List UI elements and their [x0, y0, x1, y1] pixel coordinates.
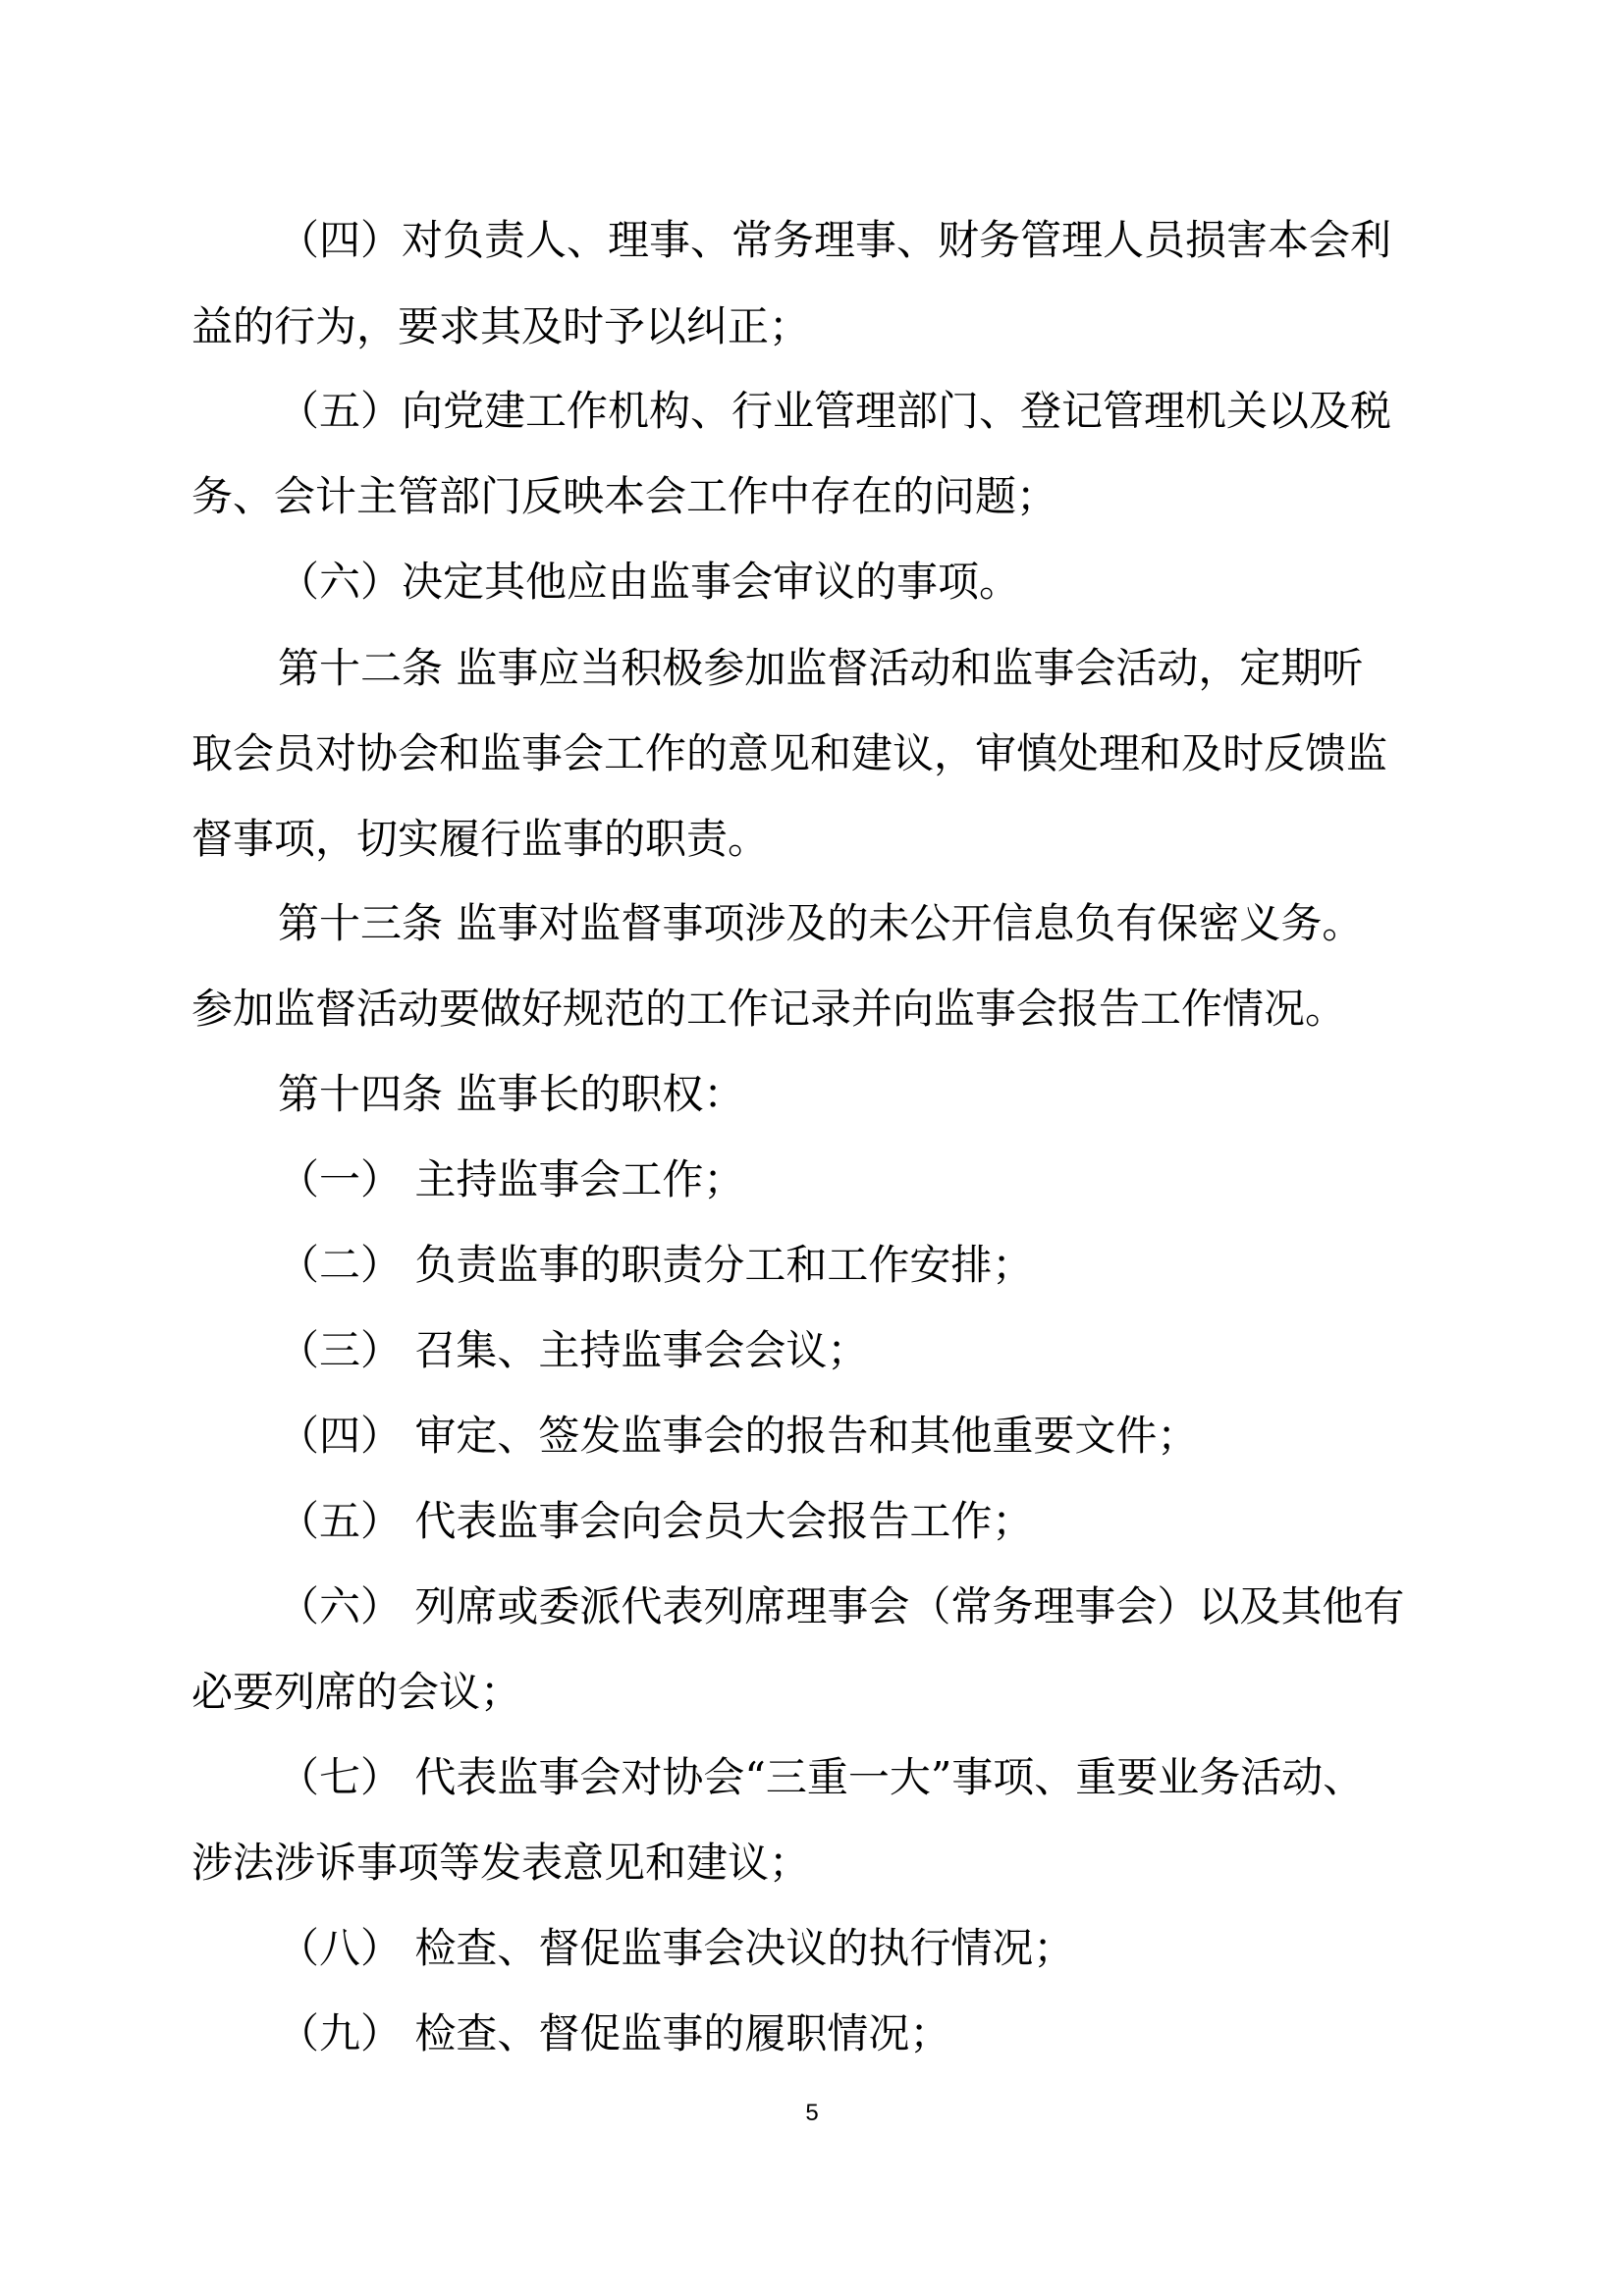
text-line: （六） 列席或委派代表列席理事会（常务理事会）以及其他有 [278, 1582, 1405, 1630]
text-line: （六）决定其他应由监事会审议的事项。 [278, 558, 1021, 606]
text-line: （二） 负责监事的职责分工和工作安排； [278, 1241, 1034, 1289]
text-line: （四） 审定、签发监事会的报告和其他重要文件； [278, 1412, 1199, 1460]
text-line: 必要列席的会议； [191, 1668, 522, 1716]
text-line: 督事项，切实履行监事的职责。 [191, 815, 770, 863]
text-line: （九） 检查、督促监事的履职情况； [278, 2009, 951, 2057]
text-line: 务、会计主管部门反映本会工作中存在的问题； [191, 472, 1058, 520]
text-line: （五） 代表监事会向会员大会报告工作； [278, 1497, 1034, 1545]
text-line: 第十二条 监事应当积极参加监督活动和监事会活动，定期听 [278, 644, 1364, 692]
text-line: （七） 代表监事会对协会“三重一大”事项、重要业务活动、 [278, 1753, 1365, 1801]
page-number: 5 [805, 2100, 819, 2126]
text-line: 参加监督活动要做好规范的工作记录并向监事会报告工作情况。 [191, 985, 1347, 1033]
text-line: （八） 检查、督促监事会决议的执行情况； [278, 1924, 1075, 1972]
text-line: 取会员对协会和监事会工作的意见和建议，审慎处理和及时反馈监 [191, 729, 1388, 777]
text-line: 第十三条 监事对监督事项涉及的未公开信息负有保密义务。 [278, 899, 1364, 947]
text-line: 益的行为，要求其及时予以纠正； [191, 302, 811, 350]
text-line: 涉法涉诉事项等发表意见和建议； [191, 1839, 811, 1887]
text-line: （三） 召集、主持监事会会议； [278, 1326, 869, 1374]
text-line: （五）向党建工作机构、行业管理部门、登记管理机关以及税 [278, 387, 1392, 435]
text-line: （四）对负责人、理事、常务理事、财务管理人员损害本会利 [278, 216, 1392, 264]
text-line: （一） 主持监事会工作； [278, 1155, 745, 1203]
text-line: 第十四条 监事长的职权： [278, 1070, 745, 1118]
